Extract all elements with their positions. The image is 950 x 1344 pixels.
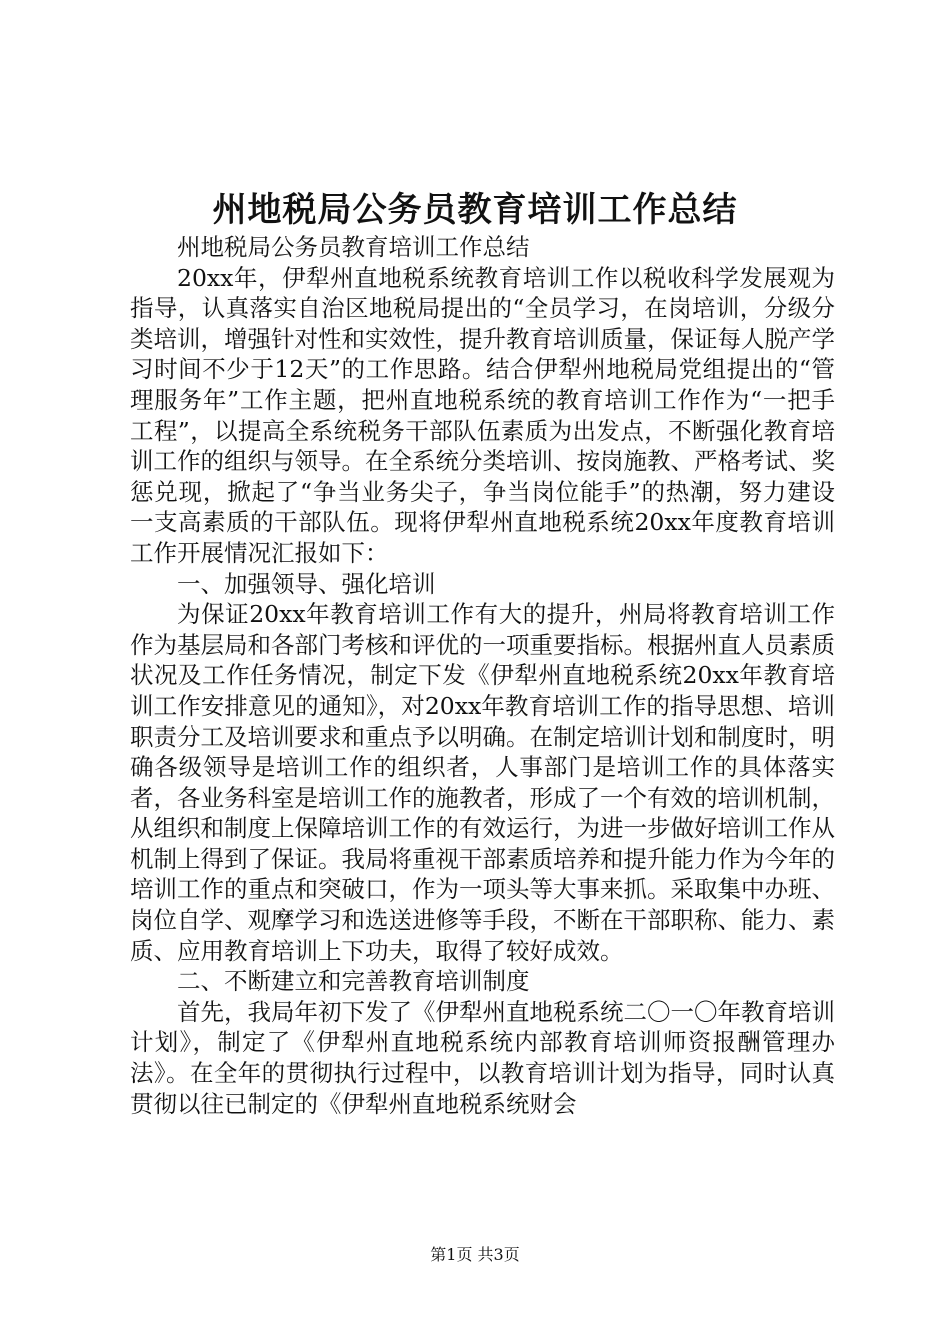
page-footer: 第1页 共3页 [430, 1245, 520, 1264]
document-body [130, 232, 835, 1119]
paragraph-section-2: 首先，我局年初下发了《伊犁州直地税系统二〇一〇年教育培训计划》，制定了《伊犁州直地税系统内部教育培训师资报酬管理办法》。在全年的贯彻执行过程中，以教育培训计划为指导，同时认真贯彻以往已制定的《伊犁州直地税系统财会 [130, 997, 835, 1118]
document-subtitle: 州地税局公务员教育培训工作总结 [177, 233, 530, 261]
section-heading-1: 一、加强领导、强化培训 [177, 569, 436, 598]
paragraph-section-1: 为保证20xx年教育培训工作有大的提升，州局将教育培训工作作为基层局和各部门考核和评优的一项重要指标。根据州直人员素质状况及工作任务情况，制定下发《伊犁州直地税系统20xx年教育培训工作安排意见的通知》，对20xx年教育培训工作的指导思想、培训职责分工及培训要求和重点予以明确。在制定培训计划和制度时，明确各级领导是培训工作的组织者，人事部门是培训工作的具体落实者，各业务科室是培训工作的施教者，形成了一个有效的培训机制，从组织和制度上保障培训工作的有效运行，为进一步做好培训工作从机制上得到了保证。我局将重视干部素质培养和提升能力作为今年的培训工作的重点和突破口，作为一项头等大事来抓。采取集中办班、岗位自学、观摩学习和选送进修等手段，不断在干部职称、能力、素质、应用教育培训上下功夫，取得了较好成效。 [130, 600, 835, 965]
section-heading-2: 二、不断建立和完善教育培训制度 [177, 967, 530, 996]
paragraph-intro: 20xx年，伊犁州直地税系统教育培训工作以税收科学发展观为指导，认真落实自治区地税局提出的“全员学习，在岗培训，分级分类培训，增强针对性和实效性，提升教育培训质量，保证每人脱产学习时间不少于12天”的工作思路。结合伊犁州地税局党组提出的“管理服务年”工作主题，把州直地税系统的教育培训工作作为“一把手工程”，以提高全系统税务干部队伍素质为出发点，不断强化教育培训工作的组织与领导。在全系统分类培训、按岗施教、严格考试、奖惩兑现，掀起了“争当业务尖子，争当岗位能手”的热潮，努力建设一支高素质的干部队伍。现将伊犁州直地税系统20xx年度教育培训工作开展情况汇报如下： [130, 263, 835, 567]
document-title: 州地税局公务员教育培训工作总结 [212, 190, 738, 230]
